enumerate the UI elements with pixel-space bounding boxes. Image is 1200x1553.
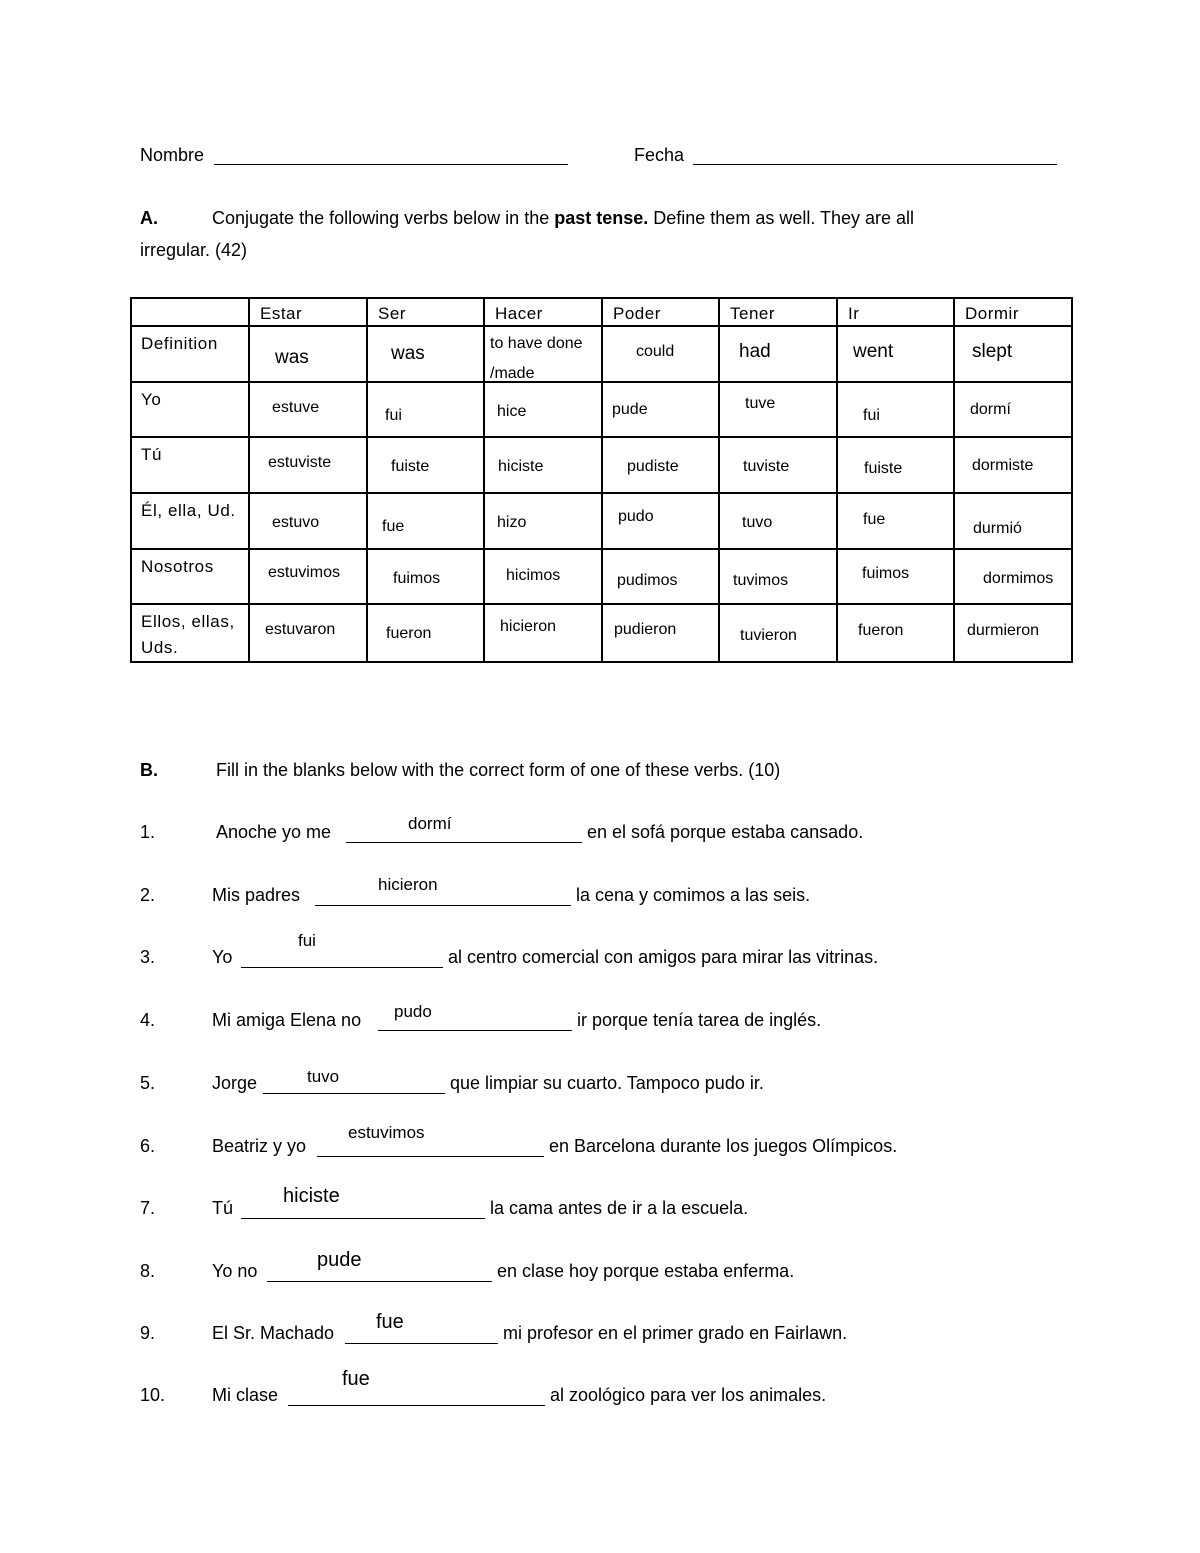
yo-dormir: dormí [970,401,1011,418]
ellos-hacer: hicieron [500,618,557,635]
answer-cell[interactable] [367,604,484,662]
item-1-blank[interactable] [346,826,582,843]
item-7-blank[interactable] [241,1202,485,1219]
nosotros-estar: estuvimos [268,564,341,581]
row-label-yo: Yo [131,382,249,437]
definition-ser: was [391,343,425,364]
answer-cell[interactable] [602,382,719,437]
verb-header-dormir: Dormir [954,298,1072,326]
item-5-number: 5. [140,1073,156,1093]
answer-cell[interactable] [837,493,954,549]
answer-cell[interactable] [837,549,954,604]
definition-poder: could [636,343,675,360]
answer-cell[interactable] [602,437,719,493]
name-label: Nombre [140,145,205,165]
tu-dormir: dormiste [972,457,1034,474]
nosotros-tener: tuvimos [733,572,789,589]
nosotros-hacer: hicimos [506,567,561,584]
section-a-instruction-prefix: Conjugate the following verbs below in the [212,208,555,228]
ellos-poder: pudieron [614,621,677,638]
item-8-blank[interactable] [267,1265,492,1282]
item-2-after: la cena y comimos a las seis. [576,885,811,905]
answer-cell[interactable] [249,604,367,662]
answer-cell[interactable] [719,326,837,382]
el-dormir: durmió [973,520,1022,537]
item-5-blank[interactable] [263,1077,445,1094]
item-2-number: 2. [140,885,156,905]
answer-cell[interactable] [954,382,1072,437]
answer-cell[interactable] [954,549,1072,604]
tu-ir: fuiste [864,460,903,477]
date-field[interactable] [693,147,1057,165]
answer-cell[interactable] [249,326,367,382]
item-5-after: que limpiar su cuarto. Tampoco pudo ir. [450,1073,764,1093]
yo-ir: fui [863,407,880,424]
tu-poder: pudiste [627,458,679,475]
answer-cell[interactable] [719,549,837,604]
item-7-answer: hiciste [283,1185,340,1207]
answer-cell[interactable] [249,549,367,604]
row-label-nosotros: Nosotros [131,549,249,604]
tu-estar: estuviste [268,454,332,471]
verb-header-ser: Ser [367,298,484,326]
answer-cell[interactable] [602,549,719,604]
item-9-number: 9. [140,1323,156,1343]
answer-cell[interactable] [367,382,484,437]
answer-cell[interactable] [484,604,602,662]
el-ir: fue [863,511,886,528]
item-7-before: Tú [212,1198,234,1218]
yo-ser: fui [385,407,402,424]
item-3-blank[interactable] [241,951,443,968]
item-8-number: 8. [140,1261,156,1281]
conjugation-table [130,297,1073,663]
definition-hacer: to have done /made [490,335,583,382]
answer-cell[interactable] [367,437,484,493]
answer-cell[interactable] [719,382,837,437]
el-tener: tuvo [742,514,773,531]
table-row-nosotros [131,549,1072,604]
item-2-answer: hicieron [378,875,438,894]
item-6-after: en Barcelona durante los juegos Olímpicos. [549,1136,898,1156]
item-8-answer: pude [317,1249,362,1271]
item-3-before: Yo [212,947,233,967]
item-9-before: El Sr. Machado [212,1323,335,1343]
item-5-answer: tuvo [307,1067,340,1086]
item-7-after: la cama antes de ir a la escuela. [490,1198,749,1218]
definition-tener: had [739,341,771,362]
section-a-instruction-suffix: Define them as well. They are all [648,208,915,228]
yo-poder: pude [612,401,648,418]
table-row-yo [131,382,1072,437]
date-label: Fecha [634,145,685,165]
el-estar: estuvo [272,514,320,531]
item-2-blank[interactable] [315,889,571,906]
answer-cell[interactable] [484,493,602,549]
answer-cell[interactable] [249,382,367,437]
answer-cell[interactable] [719,493,837,549]
answer-cell[interactable] [837,382,954,437]
answer-cell[interactable] [249,493,367,549]
item-4-number: 4. [140,1010,156,1030]
nosotros-ser: fuimos [393,570,441,587]
table-row-el [131,493,1072,549]
item-9-answer: fue [376,1311,404,1333]
item-4-before: Mi amiga Elena no [212,1010,362,1030]
answer-cell[interactable] [602,326,719,382]
answer-cell[interactable] [367,493,484,549]
name-field[interactable] [214,147,568,165]
answer-cell[interactable] [367,549,484,604]
answer-cell[interactable] [719,437,837,493]
row-label-ellos-ellas-uds: Ellos, ellas, Uds. [131,604,249,662]
definition-ir: went [853,341,894,362]
tu-tener: tuviste [743,458,790,475]
ellos-estar: estuvaron [265,621,336,638]
table-row-ellos [131,604,1072,662]
definition-dormir: slept [972,341,1013,362]
item-10-answer: fue [342,1368,370,1390]
answer-cell[interactable] [954,437,1072,493]
answer-cell[interactable] [484,549,602,604]
item-1-answer: dormí [408,814,452,833]
nosotros-poder: pudimos [617,572,678,589]
answer-cell[interactable] [837,604,954,662]
item-8-after: en clase hoy porque estaba enferma. [497,1261,795,1281]
definition-estar: was [275,347,309,368]
ellos-ser: fueron [386,625,432,642]
verb-header-tener: Tener [719,298,837,326]
item-7-number: 7. [140,1198,156,1218]
answer-cell[interactable] [837,326,954,382]
answer-cell[interactable] [954,604,1072,662]
yo-hacer: hice [497,403,527,420]
answer-cell[interactable] [837,437,954,493]
verb-header-hacer: Hacer [484,298,602,326]
item-10-after: al zoológico para ver los animales. [550,1385,827,1405]
ellos-ir: fueron [858,622,904,639]
item-1-before: Anoche yo me [216,822,332,842]
answer-cell[interactable] [602,493,719,549]
item-6-number: 6. [140,1136,156,1156]
item-8-before: Yo no [212,1261,258,1281]
yo-tener: tuve [745,395,776,412]
item-9-blank[interactable] [345,1327,498,1344]
verb-header-poder: Poder [602,298,719,326]
el-ser: fue [382,518,405,535]
answer-cell[interactable] [484,326,602,382]
section-a-instruction-line2: irregular. (42) [140,240,248,260]
answer-cell[interactable] [719,604,837,662]
item-4-after: ir porque tenía tarea de inglés. [577,1010,822,1030]
item-10-before: Mi clase [212,1385,279,1405]
item-1-after: en el sofá porque estaba cansado. [587,822,864,842]
section-b-instruction: Fill in the blanks below with the correct form of one of these verbs. (10) [216,760,781,780]
answer-cell[interactable] [249,437,367,493]
item-2-before: Mis padres [212,885,301,905]
el-poder: pudo [618,508,654,525]
row-label-definition: Definition [131,326,249,382]
item-3-number: 3. [140,947,156,967]
answer-cell[interactable] [954,493,1072,549]
table-row-tu [131,437,1072,493]
item-3-answer: fui [298,931,316,950]
table-header-row [131,298,1072,326]
table-row-definition [131,326,1072,382]
item-6-answer: estuvimos [348,1123,425,1142]
item-10-number: 10. [140,1385,166,1405]
answer-cell[interactable] [484,382,602,437]
section-a-instruction [212,208,914,229]
answer-cell[interactable] [602,604,719,662]
item-5-before: Jorge [212,1073,258,1093]
row-label-el-ella-ud: Él, ella, Ud. [131,493,249,549]
answer-cell[interactable] [484,437,602,493]
el-hacer: hizo [497,514,527,531]
tu-hacer: hiciste [498,458,544,475]
table-corner-cell [131,298,249,326]
verb-header-estar: Estar [249,298,367,326]
ellos-dormir: durmieron [967,622,1040,639]
item-3-after: al centro comercial con amigos para mirar las vitrinas. [448,947,879,967]
yo-estar: estuve [272,399,320,416]
row-label-tu: Tú [131,437,249,493]
tu-ser: fuiste [391,458,430,475]
section-a-instruction-bold: past tense. [554,208,649,228]
ellos-tener: tuvieron [740,627,797,644]
item-9-after: mi profesor en el primer grado en Fairlawn. [503,1323,848,1343]
item-1-number: 1. [140,822,156,842]
answer-cell[interactable] [954,326,1072,382]
answer-cell[interactable] [367,326,484,382]
nosotros-dormir: dormimos [983,570,1054,587]
verb-header-ir: Ir [837,298,954,326]
section-b-letter: B. [140,760,158,780]
item-6-before: Beatriz y yo [212,1136,307,1156]
section-a-letter: A. [140,208,158,228]
nosotros-ir: fuimos [862,565,910,582]
item-10-blank[interactable] [288,1389,545,1406]
item-4-answer: pudo [394,1002,432,1021]
